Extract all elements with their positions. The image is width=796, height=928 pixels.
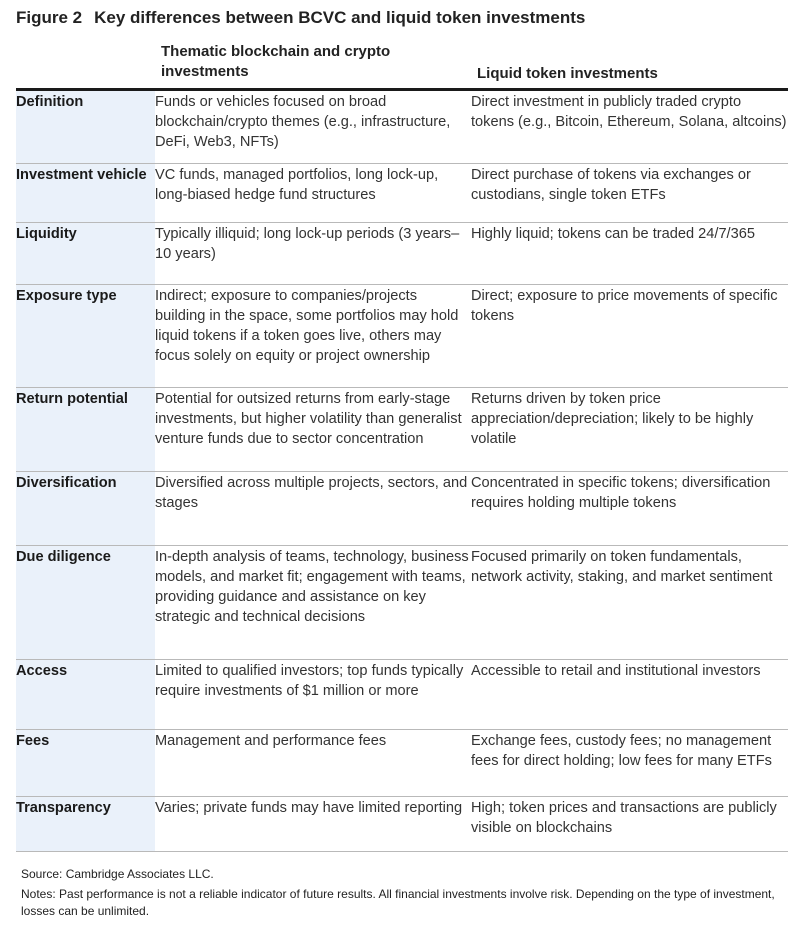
thematic-cell-text: Indirect; exposure to companies/projects building in the space, some portfolios may hold liquid tokens if a token goes live, others may focus solely on equity or project ownership — [155, 287, 459, 364]
table-row — [16, 659, 788, 729]
figure-title — [16, 8, 786, 28]
liquid-cell-text: High; token prices and transactions are publicly visible on blockchains — [471, 799, 777, 836]
thematic-cell — [155, 284, 471, 387]
source-note: Source: Cambridge Associates LLC. — [21, 867, 214, 881]
thematic-cell-text: Varies; private funds may have limited reporting — [155, 799, 463, 816]
thematic-cell — [155, 729, 471, 796]
column-header-thematic: Thematic blockchain and crypto investments — [161, 43, 391, 80]
row-label — [16, 222, 155, 284]
disclaimer-note: Notes: Past performance is not a reliable indicator of future results. All financial investments involve risk. Depending on the type of investment, losses can be unlimited. — [21, 887, 775, 918]
liquid-cell — [471, 222, 788, 284]
table-row — [16, 91, 788, 163]
table-row — [16, 387, 788, 471]
liquid-cell-text: Highly liquid; tokens can be traded 24/7/365 — [471, 225, 755, 242]
thematic-cell — [155, 163, 471, 222]
table-row — [16, 471, 788, 545]
liquid-cell-text: Accessible to retail and institutional investors — [471, 662, 761, 679]
table-row — [16, 163, 788, 222]
table-body — [16, 91, 788, 851]
liquid-cell — [471, 796, 788, 851]
liquid-cell-text: Concentrated in specific tokens; diversification requires holding multiple tokens — [471, 474, 771, 511]
thematic-cell — [155, 545, 471, 659]
thematic-cell — [155, 471, 471, 545]
row-label-text: Return potential — [16, 390, 128, 407]
row-label-text: Liquidity — [16, 225, 77, 242]
thematic-cell-text: Diversified across multiple projects, sectors, and stages — [155, 474, 468, 511]
row-label — [16, 91, 155, 163]
liquid-cell — [471, 91, 788, 163]
liquid-cell-text: Exchange fees, custody fees; no management fees for direct holding; low fees for many ETFs — [471, 732, 772, 769]
row-label — [16, 729, 155, 796]
row-label-text: Access — [16, 662, 68, 679]
liquid-cell — [471, 387, 788, 471]
row-label-text: Due diligence — [16, 548, 111, 565]
liquid-cell — [471, 163, 788, 222]
row-label-text: Definition — [16, 94, 84, 110]
thematic-cell — [155, 659, 471, 729]
table-row — [16, 222, 788, 284]
thematic-cell-text: VC funds, managed portfolios, long lock-up, long-biased hedge fund structures — [155, 166, 439, 203]
row-label-text: Fees — [16, 732, 50, 749]
row-label — [16, 545, 155, 659]
liquid-cell-text: Direct purchase of tokens via exchanges or custodians, single token ETFs — [471, 166, 751, 203]
row-label — [16, 387, 155, 471]
thematic-cell — [155, 222, 471, 284]
row-label — [16, 163, 155, 222]
row-label-text: Investment vehicle — [16, 166, 147, 183]
column-header-liquid: Liquid token investments — [477, 65, 658, 82]
row-label — [16, 796, 155, 851]
row-label — [16, 284, 155, 387]
thematic-cell-text: Management and performance fees — [155, 732, 387, 749]
figure-number: Figure 2 — [16, 8, 83, 27]
table-row — [16, 545, 788, 659]
liquid-cell-text: Returns driven by token price appreciation/depreciation; likely to be highly volatile — [471, 390, 754, 447]
table-row — [16, 796, 788, 851]
liquid-cell — [471, 284, 788, 387]
thematic-cell-text: In-depth analysis of teams, technology, business models, and market fit; engagement with teams, providing guidance and assistance on key strategic and technical decisions — [155, 548, 469, 625]
liquid-cell — [471, 659, 788, 729]
table-row — [16, 729, 788, 796]
figure-title-text: Key differences between BCVC and liquid token investments — [94, 8, 586, 27]
liquid-cell — [471, 545, 788, 659]
thematic-cell — [155, 796, 471, 851]
thematic-cell-text: Typically illiquid; long lock-up periods (3 years–10 years) — [155, 225, 460, 262]
liquid-cell-text: Direct; exposure to price movements of specific tokens — [471, 287, 778, 324]
row-label-text: Diversification — [16, 474, 117, 491]
thematic-cell — [155, 387, 471, 471]
row-label — [16, 659, 155, 729]
thematic-cell-text: Funds or vehicles focused on broad blockchain/crypto themes (e.g., infrastructure, DeFi, Web3, NFTs) — [155, 94, 451, 150]
comparison-table — [16, 91, 788, 852]
thematic-cell-text: Limited to qualified investors; top funds typically require investments of $1 million or more — [155, 662, 464, 699]
row-label-text: Transparency — [16, 799, 111, 816]
liquid-cell-text: Focused primarily on token fundamentals, network activity, staking, and market sentiment — [471, 548, 773, 585]
row-label-text: Exposure type — [16, 287, 117, 304]
liquid-cell — [471, 471, 788, 545]
liquid-cell-text: Direct investment in publicly traded crypto tokens (e.g., Bitcoin, Ethereum, Solana, altcoins) — [471, 94, 787, 130]
thematic-cell-text: Potential for outsized returns from early-stage investments, but higher volatility than generalist venture funds due to sector concentration — [155, 390, 462, 447]
row-label — [16, 471, 155, 545]
thematic-cell — [155, 91, 471, 163]
liquid-cell — [471, 729, 788, 796]
table-row — [16, 284, 788, 387]
